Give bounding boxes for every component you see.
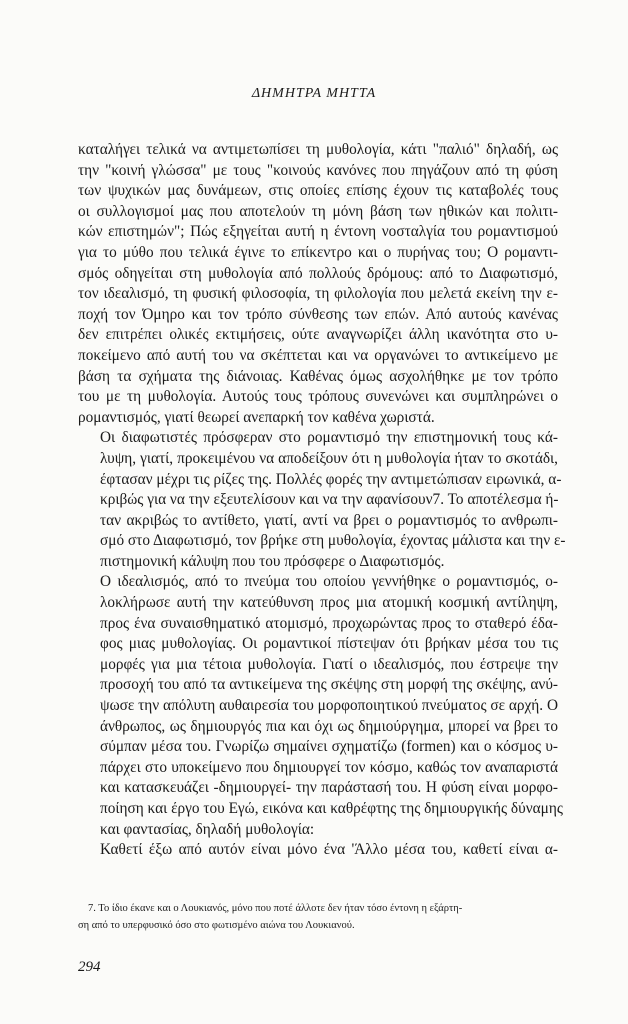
text-line: πάρχει στο υποκείμενο που δημιουργεί τον κόσμο, καθώς τον αναπαριστά (100, 758, 558, 776)
paragraph-3 (78, 572, 563, 840)
text-line: σύμπαν μέσα του. Γνωρίζω σημαίνει σχηματίζω (formen) και ο κόσμος υ- (100, 738, 558, 756)
text-line: την "κοινή γλώσσα" με τους "κοινούς κανόνες που πηγάζουν από τη φύση (78, 161, 558, 179)
text-line: πιστημονική κάλυψη που του πρόσφερε ο Διαφωτισμός. (100, 552, 445, 570)
footnote (78, 900, 558, 934)
text-line: των ψυχικών μας δυνάμεων, στις οποίες επίσης έχουν τις καταβολές τους (78, 182, 558, 200)
text-line: μορφές για μια τέτοια μυθολογία. Γιατί ο ιδεαλισμός, που έστρεψε την (100, 655, 558, 673)
text-line: ποίηση και έργο του Εγώ, εικόνα και καθρέφτης της δημιουργικής δύναμης (100, 800, 563, 817)
text-line: σμός οδηγείται στη μυθολογία από πολλούς δρόμους: από το Διαφωτισμό, (78, 264, 558, 282)
text-line: και φαντασίας, δηλαδή μυθολογία: (100, 820, 315, 838)
text-line: κριβώς για να την εξευτελίσουν και να την αφανίσουν7. Το αποτέλεσμα ή- (100, 491, 559, 509)
text-line: προσοχή του από τα αντικείμενα της σκέψης στη μορφή της σκέψης, ανύ- (100, 676, 558, 694)
text-line: δεν επιτρέπει ολικές εκτιμήσεις, ούτε αναγνωρίζει άλλη ικανότητα στο υ- (78, 326, 558, 344)
text-line: οι συλλογισμοί μας που αποτελούν τη μόνη βάση των ηθικών και πολιτι- (78, 202, 558, 220)
running-head: ΔΗΜΗΤΡΑ ΜΗΤΤΑ (251, 86, 377, 101)
footnote-line: 7. Το ίδιο έκανε και ο Λουκιανός, μόνο που ποτέ άλλοτε δεν ήταν τόσο έντονη η εξάρτη- (88, 903, 463, 914)
paragraph-1 (78, 140, 558, 428)
text-line: τον ιδεαλισμό, τη φυσική φιλοσοφία, τη φιλολογία που μελετά εκείνη την ε- (78, 285, 558, 303)
text-line: Οι διαφωτιστές πρόσφεραν στο ρομαντισμό την επιστημονική τους κά- (100, 429, 558, 447)
text-line: ρομαντισμός, γιατί θεωρεί ανεπαρκή τον καθένα χωριστά. (78, 408, 435, 426)
text-line: για το μύθο που τελικά έγινε το επίκεντρο και ο πυρήνας του; Ο ρομαντι- (78, 243, 558, 261)
text-line: κών επιστημών"; Πώς εξηγείται αυτή η έντονη νοσταλγία του ρομαντισμού (78, 223, 558, 241)
text-line: καταλήγει τελικά να αντιμετωπίσει τη μυθολογία, κάτι "παλιό" δηλαδή, ως (78, 141, 558, 158)
block-quote: Καθετί έξω από αυτόν είναι μόνο ένα 'Άλλο μέσα του, καθετί είναι α- (100, 841, 558, 858)
text-line: βάση τα σχήματα της διάνοιας. Καθένας όμως ασχολήθηκε με τον τρόπο (78, 367, 558, 385)
page-number: 294 (78, 959, 101, 975)
text-line: ταν ακριβώς το αντίθετο, γιατί, αντί να βρει ο ρομαντισμός το ανθρωπι- (100, 511, 558, 529)
text-line: του με τη μυθολογία. Αυτούς τους τρόπους συνενώνει και συμπληρώνει ο (78, 388, 558, 406)
text-line: ποχή τον Όμηρο και τον τρόπο σύνθεσης των επών. Από αυτούς κανένας (78, 305, 558, 323)
text-line: προς ένα συναισθηματικό ατομισμό, προχωρώντας προς το σταθερό έδα- (100, 614, 558, 632)
text-line: λοκλήρωσε αυτή την κατεύθυνση προς μια ατομική κοσμική αντίληψη, (100, 594, 558, 612)
text-line: ποκείμενο από αυτή του να σκέπτεται και να οργανώνει το αντικείμενο με (78, 346, 558, 364)
text-line: σμό στο Διαφωτισμό, τον βρήκε στη μυθολογία, έχοντας μάλιστα και την ε- (100, 532, 566, 550)
footnote-line: ση από το υπερφυσικό όσο στο φωτισμένο αιώνα του Λουκιανού. (78, 920, 355, 931)
text-line: και κατασκευάζει -δημιουργεί- την παράστασή του. Η φύση είναι μορφο- (100, 779, 558, 797)
text-line: έφτασαν μέχρι τις ρίζες της. Πολλές φορές την αντιμετώπισαν ειρωνικά, α- (100, 470, 562, 488)
text-line: λυψη, γιατί, προκειμένου να αποδείξουν ότι η μυθολογία ήταν το σκοτάδι, (100, 449, 558, 467)
paragraph-2 (78, 428, 566, 572)
body-text (78, 140, 566, 840)
text-line: άνθρωπος, ως δημιουργός πια και όχι ως δημιούργημα, μπορεί να βρει το (100, 717, 558, 735)
text-line: ψωσε την απόλυτη αυθαιρεσία του μορφοποιητικού πνεύματος σε αρχή. Ο (100, 697, 558, 715)
text-line: φος μιας μυθολογίας. Οι ρομαντικοί πίστεψαν ότι βρήκαν μέσα του τις (100, 635, 558, 653)
text-line: Ο ιδεαλισμός, από το πνεύμα του οποίου γεννήθηκε ο ρομαντισμός, ο- (100, 573, 558, 591)
